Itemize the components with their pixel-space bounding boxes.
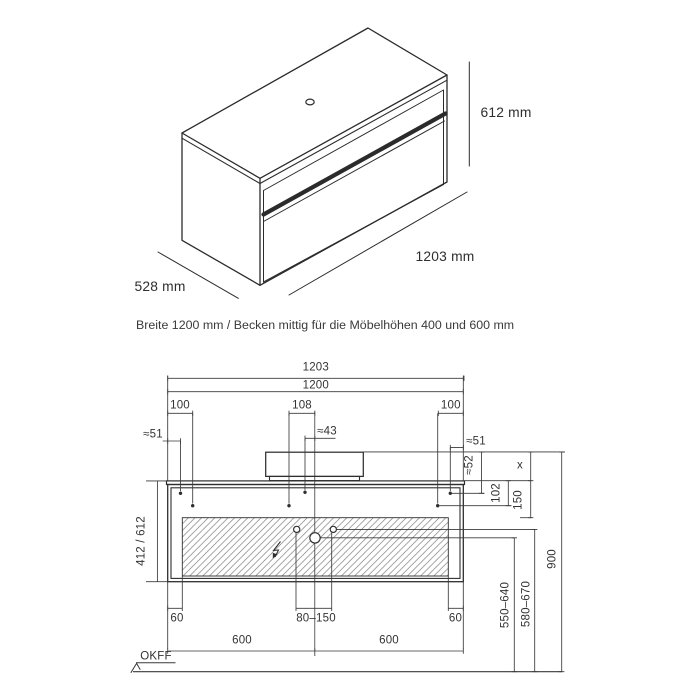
dim-label-x-var: x [517,459,523,472]
iso-drawer-gap-line [264,114,446,215]
supply-connection-left [294,526,300,532]
dim-label-supply-range: 580–670 [519,580,532,627]
dim-900 [559,452,564,672]
drain-connection [310,533,320,543]
dim-label-center-offset: 108 [292,399,312,412]
dim-580-670 [532,529,537,671]
mount-dot [303,491,306,494]
mount-dot [436,504,439,507]
dim-60-right [448,606,463,611]
dim-102 [506,481,511,506]
supply-connection-right [330,526,336,532]
dim-label-right-half: 600 [379,634,399,647]
dim-label-cabinet-height: 412 / 612 [135,515,148,566]
dim-label-right-approx: ≈51 [466,434,486,447]
dim-label-row2-depth: 102 [489,482,502,503]
iso-height-label: 612 mm [480,105,532,121]
dim-label-drain-range: 550–640 [498,581,511,629]
dim-label-left-half: 600 [232,634,252,647]
dim-x-150 [528,452,533,518]
iso-width-dim-line [289,192,467,295]
iso-faucet-hole [306,99,314,105]
mount-dot [179,492,182,495]
iso-countertop-slab-line [182,80,447,183]
dim-label-supply-span: 80–150 [296,612,336,625]
iso-depth-label: 528 mm [134,278,186,294]
mount-dot [287,504,290,507]
dim-label-left-offset: 100 [170,399,190,412]
dim-label-center-approx: ≈43 [317,424,337,437]
fv-interior-hatch-area [182,518,448,576]
mount-dot [449,492,452,495]
dim-label-countertop-width: 1203 [302,361,329,374]
dim-label-left-approx: ≈51 [143,428,163,441]
dim-80-150 [296,606,332,611]
dim-51-left [163,438,181,443]
dim-412-612 [146,481,168,582]
drawing-caption: Breite 1200 mm / Becken mittig für die Möbelhöhen 400 und 600 mm [136,318,515,332]
dim-label-left-margin: 60 [170,612,184,625]
dim-52 [479,452,484,493]
iso-bottom-drawer-top-edge [264,121,445,222]
mount-dot [191,504,194,507]
dim-label-interior-top: 150 [512,489,525,510]
dim-label-right-offset: 100 [440,399,461,412]
dim-label-body-width: 1200 [302,378,329,391]
dim-600-600 [168,648,464,656]
iso-top-face-edges [182,75,447,178]
dim-60-left [168,606,183,611]
dim-label-right-margin: 60 [448,612,463,625]
iso-width-label: 1203 mm [415,249,475,265]
dim-550-640 [512,538,517,672]
mounting-dots [179,491,452,508]
dim-label-row1-depth: ≈52 [462,454,475,475]
dim-51-right [450,445,463,450]
floor-level-label: OKFF [140,649,172,662]
dim-label-rim-height: 900 [546,548,559,569]
